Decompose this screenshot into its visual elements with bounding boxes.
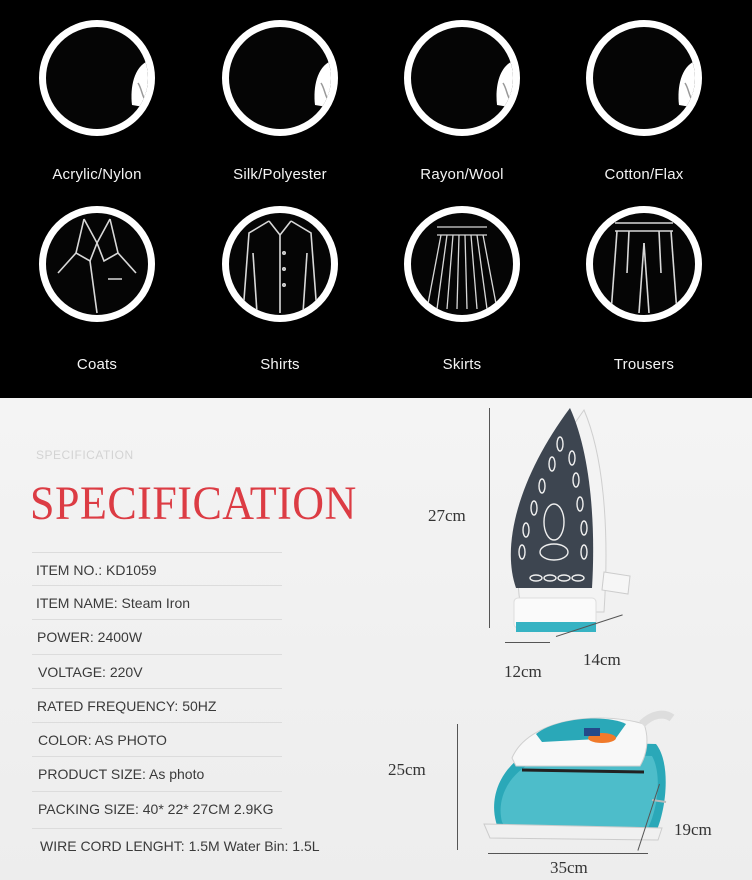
station-depth-label: 19cm [674, 820, 712, 839]
fabric-item [392, 20, 532, 183]
iron-length-label: 14cm [583, 650, 621, 669]
fabric-item [27, 20, 167, 183]
iron-height-label: 27cm [428, 506, 466, 525]
fabric-label: Acrylic/Nylon [52, 166, 142, 183]
iron-soleplate-icon [404, 20, 520, 136]
spec-row [32, 688, 282, 723]
fabric-label: Rayon/Wool [420, 166, 504, 183]
spec-row [32, 552, 282, 587]
garment-item [392, 206, 532, 373]
spec-row-text: ITEM NAME: Steam Iron [36, 595, 191, 611]
iron-soleplate-icon [39, 20, 155, 136]
spec-row [32, 585, 282, 620]
steam-station-image [476, 704, 696, 854]
spec-row-text: COLOR: AS PHOTO [38, 732, 167, 748]
fabric-item [210, 20, 350, 183]
spec-row [32, 654, 282, 689]
trousers-icon [586, 206, 702, 322]
iron-width-line [505, 642, 550, 643]
station-length-label: 35cm [550, 858, 588, 877]
station-height-label: 25cm [388, 760, 426, 779]
spec-row-text: POWER: 2400W [37, 629, 143, 645]
garment-label: Skirts [442, 356, 482, 373]
iron-width-label: 12cm [504, 662, 542, 681]
garment-label: Trousers [613, 356, 675, 373]
iron-soleplate-icon [222, 20, 338, 136]
coat-icon [39, 206, 155, 322]
spec-small-heading: SPECIFICATION [36, 448, 134, 462]
skirt-icon [404, 206, 520, 322]
iron-soleplate-icon [586, 20, 702, 136]
fabric-guide-panel [0, 0, 752, 398]
station-length-line [488, 853, 648, 854]
station-height-line [457, 724, 458, 850]
spec-row [32, 756, 282, 791]
spec-row [32, 828, 320, 863]
fabric-label: Silk/Polyester [233, 166, 327, 183]
spec-title: SPECIFICATION [30, 477, 357, 530]
garment-item [574, 206, 714, 373]
spec-row [32, 791, 282, 826]
spec-row [32, 619, 282, 654]
fabric-label: Cotton/Flax [604, 166, 684, 183]
shirt-icon [222, 206, 338, 322]
spec-row-text: ITEM NO.: KD1059 [36, 562, 157, 578]
spec-row-text: RATED FREQUENCY: 50HZ [37, 698, 217, 714]
fabric-item [574, 20, 714, 183]
spec-row-text: PRODUCT SIZE: As photo [38, 766, 205, 782]
garment-label: Coats [76, 356, 118, 373]
garment-item [210, 206, 350, 373]
iron-soleplate-image [492, 402, 642, 642]
garment-item [27, 206, 167, 373]
specification-panel [0, 398, 752, 880]
iron-height-line [489, 408, 490, 628]
spec-row [32, 722, 282, 757]
spec-row-text: VOLTAGE: 220V [38, 664, 143, 680]
spec-row-text: PACKING SIZE: 40* 22* 27CM 2.9KG [38, 801, 274, 817]
spec-row-text: WIRE CORD LENGHT: 1.5M Water Bin: 1.5L [40, 838, 320, 854]
garment-label: Shirts [260, 356, 300, 373]
